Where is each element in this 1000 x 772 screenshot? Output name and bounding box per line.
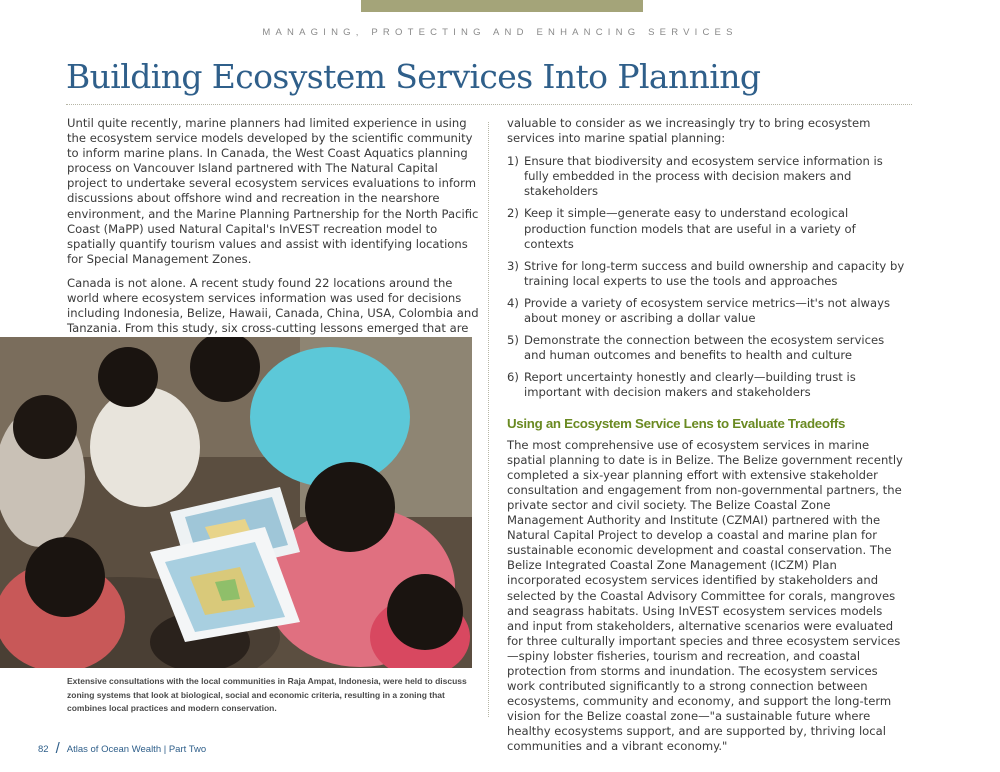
lesson-number: 2) <box>507 206 519 221</box>
community-consultation-photo <box>0 337 472 668</box>
page-title: Building Ecosystem Services Into Planning <box>66 57 761 96</box>
lesson-number: 4) <box>507 295 519 310</box>
photo-illustration <box>0 337 472 668</box>
lesson-text: Provide a variety of ecosystem service metrics—it's not always about money or ascribing a dollar value <box>524 295 891 326</box>
belize-paragraph: The most comprehensive use of ecosystem services in marine spatial planning to date is in Belize. The Belize government recently completed a six-year planning effort with extensive stakeholder consultation and engagement from non-governmental partners, the private sector and civil society. The Belize Coastal Zone Management Authority and Institute (CZMAI) partnered with the Natural Capital Project to develop a coastal and marine plan for sustainable economic development and coastal conservation. The Belize Integrated Coastal Zone Management (ICZM) Plan incorporated ecosystem services identified by stakeholders and selected by the Coastal Advisory Committee for corals, mangroves and seagrass habitats. Using InVEST ecosystem services models and input from stakeholders, alternative scenarios were evaluated for three culturally important species and three ecosystem services—spiny lobster fisheries, tourism and recreation, and coastal protection from storms and inundation. The ecosystem services work contributed significantly to a strong connection between ecosystems, community and economy, and support the long-term vision for the Belize coastal zone—"a sustainable future where healthy ecosystems support, and are supported by, thriving local communities and a vibrant economy." <box>507 437 903 754</box>
lesson-text: Demonstrate the connection between the ecosystem services and human outcomes and benefits to health and culture <box>524 333 885 363</box>
right-column <box>507 116 907 755</box>
footer-separator: / <box>55 740 60 757</box>
lesson-number: 3) <box>507 258 519 273</box>
study-paragraph: Canada is not alone. A recent study found 22 locations around the world where ecosystem services information was used for decisions including Indonesia, Belize, Hawaii, Canada, China, USA, Colombia and Tanzania. From this study, six cross-cutting lessons emerged that are <box>67 275 479 336</box>
lesson-number: 5) <box>507 333 519 348</box>
lesson-item <box>507 206 907 251</box>
lesson-number: 6) <box>507 370 519 385</box>
lessons-list <box>507 154 907 400</box>
title-divider <box>66 104 912 105</box>
section-label: MANAGING, PROTECTING AND ENHANCING SERVICES <box>262 27 738 38</box>
lesson-item <box>507 296 907 326</box>
lesson-item <box>507 370 907 400</box>
lessons-intro: valuable to consider as we increasingly try to bring ecosystem services into marine spatial planning: <box>507 116 871 146</box>
intro-paragraph: Until quite recently, marine planners had limited experience in using the ecosystem service models developed by the scientific community to inform marine plans. In Canada, the West Coast Aquatics planning process on Vancouver Island partnered with The Natural Capital project to undertake several ecosystem services evaluations to inform discussions about offshore wind and recreation in the nearshore environment, and the Marine Planning Partnership for the North Pacific Coast (MaPP) used Natural Capital's InVEST recreation model to spatially quantify tourism values and assist with identifying locations for Special Management Zones. <box>67 116 479 266</box>
publication-title: Atlas of Ocean Wealth | Part Two <box>66 744 207 755</box>
lesson-text: Keep it simple—generate easy to understand ecological production function models that are useful in a variety of contexts <box>524 206 856 251</box>
page-number: 82 <box>38 744 49 755</box>
photo-caption: Extensive consultations with the local communities in Raja Ampat, Indonesia, were held to discuss zoning systems that look at biological, social and economic criteria, resulting in a zoning that combines local practices and modern conservation. <box>67 676 467 714</box>
lesson-item <box>507 259 907 289</box>
left-column <box>67 116 479 360</box>
section-subheading: Using an Ecosystem Service Lens to Evaluate Tradeoffs <box>507 415 846 431</box>
lesson-text: Ensure that biodiversity and ecosystem service information is fully embedded in the process with decision makers and stakeholders <box>524 154 883 199</box>
lesson-text: Strive for long-term success and build ownership and capacity by training local experts to use the tools and approaches <box>524 258 905 288</box>
lesson-number: 1) <box>507 154 519 169</box>
top-accent-bar <box>361 0 643 12</box>
lesson-item <box>507 333 907 363</box>
page-footer <box>38 740 206 757</box>
lesson-item <box>507 154 907 199</box>
lesson-text: Report uncertainty honestly and clearly—building trust is important with decision makers and stakeholders <box>524 370 856 400</box>
column-divider <box>488 122 489 717</box>
